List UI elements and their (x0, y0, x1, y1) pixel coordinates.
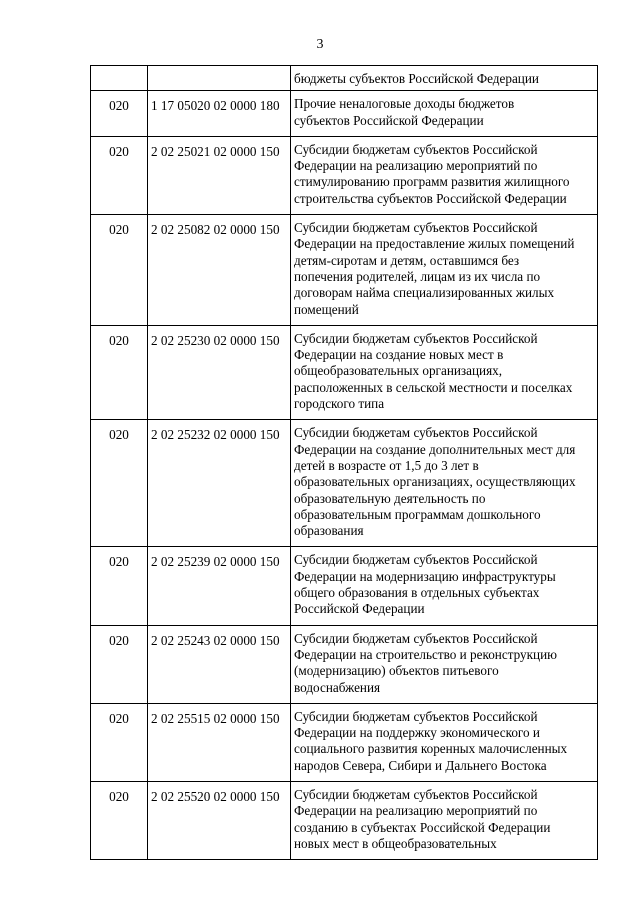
revenue-name-line: попечения родителей, лицам из их числа по (294, 268, 541, 284)
revenue-name-line: Федерации на реализацию мероприятий по (294, 803, 538, 819)
revenue-name-line: образовательных организациях, осуществляющих (294, 474, 576, 490)
revenue-name-line: Субсидии бюджетам субъектов Российской (294, 630, 538, 646)
revenue-name-line: Субсидии бюджетам субъектов Российской (294, 708, 538, 724)
revenue-name-cell (291, 625, 598, 703)
revenue-code-cell: 2 02 25520 02 0000 150 (148, 781, 291, 859)
admin-code-cell: 020 (91, 781, 148, 859)
revenue-code-cell: 2 02 25239 02 0000 150 (148, 547, 291, 625)
revenue-name-line: образовательным программам дошкольного (294, 506, 541, 522)
revenue-name-line: Федерации на создание дополнительных мест для (294, 441, 576, 457)
revenue-code-cell: 2 02 25230 02 0000 150 (148, 325, 291, 419)
table-row (91, 136, 598, 214)
revenue-name-cell (291, 420, 598, 547)
revenue-name-cell (291, 136, 598, 214)
revenue-name-line: Субсидии бюджетам субъектов Российской (294, 552, 538, 568)
admin-code-cell: 020 (91, 703, 148, 781)
revenue-name-line: народов Севера, Сибири и Дальнего Востока (294, 757, 547, 773)
revenue-name-line: детям-сиротам и детям, оставшимся без (294, 252, 520, 268)
revenue-name-cell (291, 215, 598, 326)
revenue-code-cell: 2 02 25021 02 0000 150 (148, 136, 291, 214)
revenue-name-line: Федерации на модернизацию инфраструктуры (294, 568, 556, 584)
admin-code-cell: 020 (91, 136, 148, 214)
revenue-code-cell: 2 02 25243 02 0000 150 (148, 625, 291, 703)
admin-code-cell: 020 (91, 325, 148, 419)
revenue-name-line: новых мест в общеобразовательных (294, 835, 497, 851)
admin-code-cell: 020 (91, 625, 148, 703)
revenue-name-line: общего образования в отдельных субъектах (294, 585, 540, 601)
revenue-name-line: договорам найма специализированных жилых (294, 285, 555, 301)
admin-code-cell: 020 (91, 215, 148, 326)
table-row (91, 325, 598, 419)
revenue-name-line: Субсидии бюджетам субъектов Российской (294, 330, 538, 346)
revenue-name-line: строительства субъектов Российской Федерации (294, 190, 567, 206)
revenue-name-cell (291, 703, 598, 781)
table-row (91, 703, 598, 781)
table-row (91, 66, 598, 91)
budget-classification-table (90, 65, 598, 860)
revenue-name-line: (модернизацию) объектов питьевого (294, 663, 499, 679)
table-row (91, 625, 598, 703)
page-number: 3 (316, 37, 324, 52)
table-row (91, 215, 598, 326)
revenue-name-line: Субсидии бюджетам субъектов Российской (294, 425, 538, 441)
revenue-name-line: водоснабжения (294, 679, 381, 695)
revenue-name-line: Федерации на строительство и реконструкцию (294, 646, 558, 662)
table-body (91, 66, 598, 860)
revenue-name-line: помещений (294, 301, 359, 317)
revenue-name-line: Российской Федерации (294, 601, 425, 617)
revenue-name-line: субъектов Российской Федерации (294, 112, 484, 128)
table-row (91, 91, 598, 137)
revenue-code-cell (148, 66, 291, 91)
revenue-name-line: Федерации на поддержку экономического и (294, 725, 540, 741)
revenue-name-line: Прочие неналоговые доходы бюджетов (294, 96, 515, 112)
admin-code-cell: 020 (91, 420, 148, 547)
revenue-name-line: Федерации на создание новых мест в (294, 347, 504, 363)
revenue-name-line: детей в возрасте от 1,5 до 3 лет в (294, 457, 479, 473)
revenue-name-line: образования (294, 523, 364, 539)
revenue-name-line: Субсидии бюджетам субъектов Российской (294, 220, 538, 236)
revenue-name-line: расположенных в сельской местности и поселках (294, 379, 573, 395)
revenue-name-line: Субсидии бюджетам субъектов Российской (294, 786, 538, 802)
revenue-name-line: социального развития коренных малочисленных (294, 741, 568, 757)
revenue-name-line: стимулированию программ развития жилищного (294, 174, 570, 190)
revenue-name-cell (291, 781, 598, 859)
revenue-name-line: общеобразовательных организациях, (294, 363, 503, 379)
table-row (91, 547, 598, 625)
table-row (91, 420, 598, 547)
revenue-code-cell: 1 17 05020 02 0000 180 (148, 91, 291, 137)
table-row (91, 781, 598, 859)
revenue-code-cell: 2 02 25515 02 0000 150 (148, 703, 291, 781)
admin-code-cell (91, 66, 148, 91)
revenue-name-line: бюджеты субъектов Российской Федерации (294, 71, 539, 86)
revenue-name-line: образовательную деятельность по (294, 490, 486, 506)
revenue-name-cell (291, 91, 598, 137)
revenue-code-cell: 2 02 25232 02 0000 150 (148, 420, 291, 547)
revenue-name-line: Федерации на предоставление жилых помещений (294, 236, 575, 252)
admin-code-cell: 020 (91, 91, 148, 137)
revenue-name-line: Субсидии бюджетам субъектов Российской (294, 141, 538, 157)
admin-code-cell: 020 (91, 547, 148, 625)
revenue-name-cell (291, 66, 598, 91)
revenue-name-line: созданию в субъектах Российской Федерации (294, 819, 551, 835)
revenue-name-line: Федерации на реализацию мероприятий по (294, 158, 538, 174)
revenue-name-cell (291, 325, 598, 419)
revenue-code-cell: 2 02 25082 02 0000 150 (148, 215, 291, 326)
revenue-name-line: городского типа (294, 396, 385, 412)
revenue-name-cell (291, 547, 598, 625)
